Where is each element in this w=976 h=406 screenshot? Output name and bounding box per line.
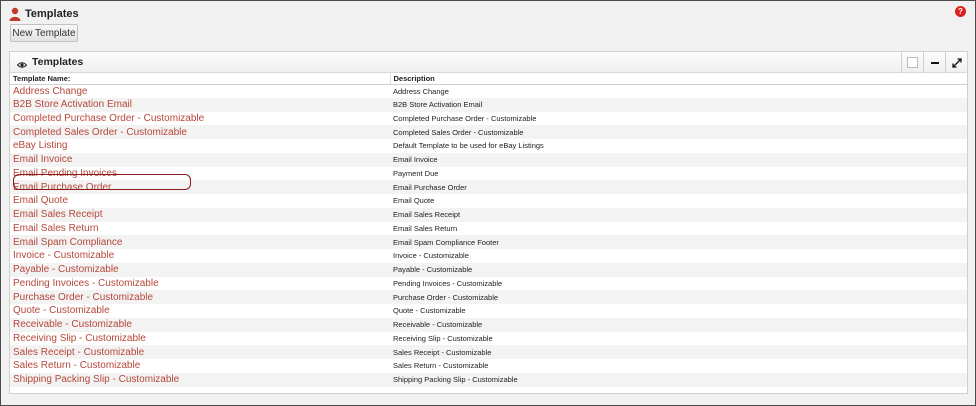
template-description: Email Sales Return (390, 222, 967, 236)
template-description: Default Template to be used for eBay Listings (390, 139, 967, 153)
template-name-cell (10, 359, 390, 373)
table-row[interactable] (10, 373, 967, 387)
template-link[interactable]: Email Purchase Order (13, 181, 112, 193)
expand-icon[interactable] (945, 52, 967, 73)
template-name-cell (10, 318, 390, 332)
table-row[interactable] (10, 318, 967, 332)
help-icon[interactable]: ? (955, 6, 966, 17)
table-row[interactable] (10, 249, 967, 263)
template-description: Payment Due (390, 167, 967, 181)
template-link[interactable]: Sales Receipt - Customizable (13, 346, 145, 358)
template-name-cell (10, 222, 390, 236)
template-name-cell (10, 84, 390, 98)
template-description: Completed Sales Order - Customizable (390, 125, 967, 139)
template-link[interactable]: eBay Listing (13, 140, 68, 152)
template-name-cell (10, 332, 390, 346)
minimize-icon[interactable] (923, 52, 945, 73)
template-description: Pending Invoices - Customizable (390, 277, 967, 291)
template-description: Payable - Customizable (390, 263, 967, 277)
table-row[interactable] (10, 84, 967, 98)
column-header-name: Template Name: (10, 73, 390, 84)
table-row[interactable] (10, 277, 967, 291)
template-link[interactable]: Pending Invoices - Customizable (13, 277, 159, 289)
column-header-description: Description (390, 73, 967, 84)
table-row[interactable] (10, 235, 967, 249)
template-description: Shipping Packing Slip - Customizable (390, 373, 967, 387)
template-description: Email Invoice (390, 153, 967, 167)
template-description: Email Purchase Order (390, 180, 967, 194)
table-row[interactable] (10, 304, 967, 318)
template-link[interactable]: Receiving Slip - Customizable (13, 332, 146, 344)
template-description: Purchase Order - Customizable (390, 290, 967, 304)
template-description: Invoice - Customizable (390, 249, 967, 263)
panel-title: Templates (32, 56, 84, 68)
template-description: Receivable - Customizable (390, 318, 967, 332)
template-description: Receiving Slip - Customizable (390, 332, 967, 346)
template-link[interactable]: Payable - Customizable (13, 264, 119, 276)
template-description: Address Change (390, 84, 967, 98)
template-name-cell (10, 125, 390, 139)
template-link[interactable]: Invoice - Customizable (13, 250, 115, 262)
template-description: Sales Receipt - Customizable (390, 345, 967, 359)
template-name-cell (10, 277, 390, 291)
template-name-cell (10, 249, 390, 263)
template-link[interactable]: Sales Return - Customizable (13, 360, 141, 372)
table-row[interactable] (10, 167, 967, 181)
templates-panel (9, 51, 968, 394)
table-body (10, 84, 967, 387)
table-row[interactable] (10, 345, 967, 359)
table-row[interactable] (10, 98, 967, 112)
template-link[interactable]: Quote - Customizable (13, 305, 110, 317)
template-name-cell (10, 112, 390, 126)
template-name-cell (10, 98, 390, 112)
template-name-cell (10, 139, 390, 153)
table-row[interactable] (10, 208, 967, 222)
template-link[interactable]: B2B Store Activation Email (13, 99, 132, 111)
template-link[interactable]: Email Spam Compliance (13, 236, 123, 248)
new-template-button[interactable]: New Template (10, 24, 78, 42)
template-name-cell (10, 180, 390, 194)
template-name-cell (10, 153, 390, 167)
template-link[interactable]: Purchase Order - Customizable (13, 291, 154, 303)
table-row[interactable] (10, 112, 967, 126)
template-name-cell (10, 194, 390, 208)
template-description: Email Spam Compliance Footer (390, 235, 967, 249)
template-name-cell (10, 304, 390, 318)
template-name-cell (10, 345, 390, 359)
templates-table (10, 73, 967, 387)
template-link[interactable]: Email Quote (13, 195, 69, 207)
template-link[interactable]: Email Invoice (13, 154, 73, 166)
eye-icon (17, 57, 27, 67)
table-row[interactable] (10, 359, 967, 373)
table-row[interactable] (10, 180, 967, 194)
template-link[interactable]: Address Change (13, 85, 88, 97)
template-name-cell (10, 290, 390, 304)
template-description: B2B Store Activation Email (390, 98, 967, 112)
user-icon (9, 7, 21, 21)
template-link[interactable]: Email Sales Receipt (13, 209, 103, 221)
template-description: Email Quote (390, 194, 967, 208)
template-name-cell (10, 167, 390, 181)
panel-controls (901, 52, 967, 73)
template-description: Quote - Customizable (390, 304, 967, 318)
template-link[interactable]: Completed Sales Order - Customizable (13, 126, 187, 138)
template-name-cell (10, 263, 390, 277)
table-header-row (10, 73, 967, 84)
page-title: Templates (25, 8, 79, 20)
checkbox-icon[interactable] (901, 52, 923, 73)
table-row[interactable] (10, 332, 967, 346)
table-row[interactable] (10, 139, 967, 153)
template-description: Email Sales Receipt (390, 208, 967, 222)
template-link[interactable]: Shipping Packing Slip - Customizable (13, 374, 180, 386)
table-row[interactable] (10, 194, 967, 208)
table-row[interactable] (10, 290, 967, 304)
table-row[interactable] (10, 125, 967, 139)
template-description: Completed Purchase Order - Customizable (390, 112, 967, 126)
table-row[interactable] (10, 153, 967, 167)
template-link[interactable]: Email Sales Return (13, 222, 99, 234)
template-name-cell (10, 208, 390, 222)
panel-header (10, 52, 967, 73)
template-link[interactable]: Completed Purchase Order - Customizable (13, 112, 205, 124)
page-header (9, 6, 79, 22)
template-link[interactable]: Receivable - Customizable (13, 319, 132, 331)
table-row[interactable] (10, 222, 967, 236)
template-name-cell (10, 235, 390, 249)
template-link[interactable]: Email Pending Invoices (13, 167, 117, 179)
template-name-cell (10, 373, 390, 387)
template-description: Sales Return - Customizable (390, 359, 967, 373)
table-row[interactable] (10, 263, 967, 277)
